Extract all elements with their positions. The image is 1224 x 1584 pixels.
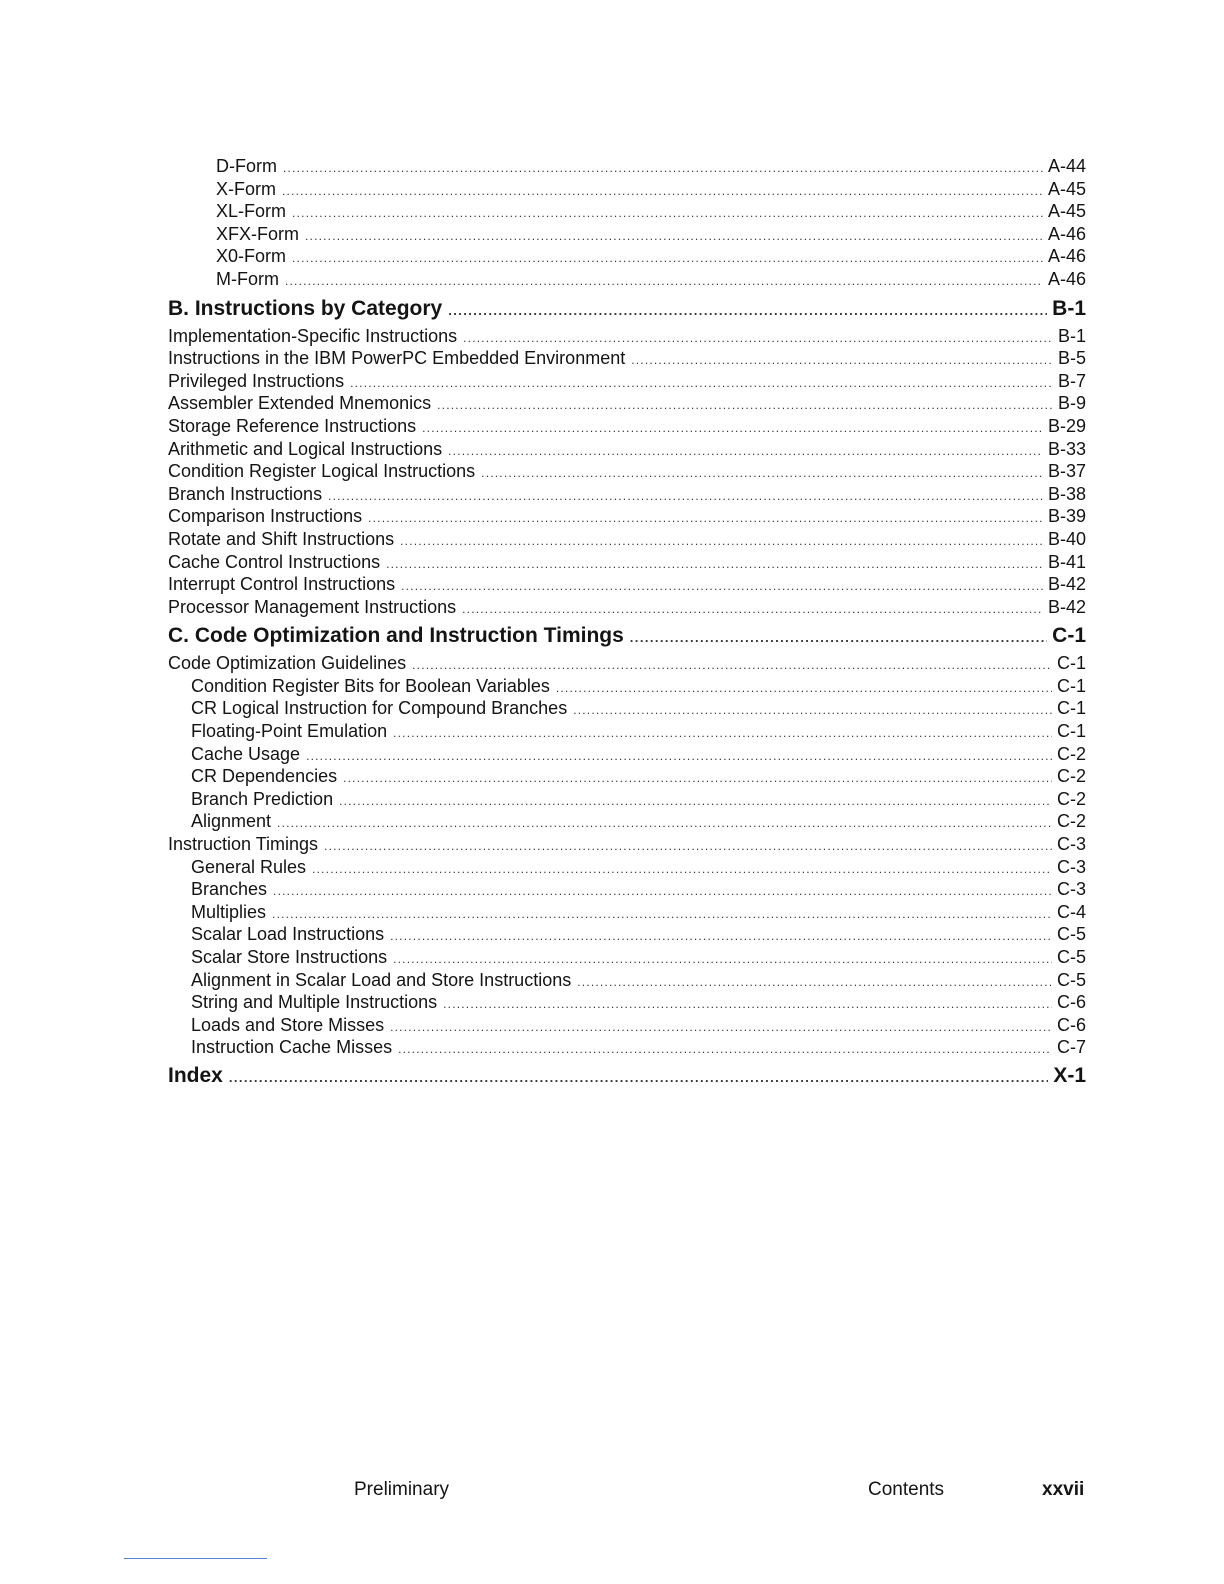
dot-leader	[577, 971, 1052, 994]
dot-leader	[412, 654, 1052, 677]
toc-entry-title: Scalar Store Instructions	[191, 947, 388, 967]
toc-entry-page: C-5	[1056, 924, 1086, 945]
dot-leader	[448, 296, 1047, 326]
toc-entry-page: A-45	[1047, 178, 1086, 199]
dot-leader	[343, 767, 1052, 790]
toc-entry-title: Branches	[191, 879, 268, 900]
toc-entry-page: C-3	[1056, 834, 1086, 855]
toc-entry[interactable]	[168, 551, 1086, 574]
dot-leader	[481, 462, 1043, 485]
toc-entry-title: Instruction Timings	[168, 834, 319, 855]
dot-leader	[292, 202, 1043, 225]
toc-entry[interactable]	[168, 370, 1086, 393]
toc-entry[interactable]	[168, 765, 1086, 788]
toc-entry-page: B-1	[1057, 325, 1086, 346]
toc-entry-title: Code Optimization Guidelines	[168, 653, 407, 674]
toc-entry-title: Instruction Cache Misses	[191, 1037, 393, 1058]
dot-leader	[630, 623, 1047, 653]
toc-entry-page: C-3	[1056, 856, 1086, 877]
toc-entry-title: Cache Control Instructions	[168, 551, 381, 572]
toc-entry[interactable]	[168, 178, 1086, 201]
dot-leader	[285, 270, 1043, 293]
toc-entry-page: C-2	[1056, 766, 1086, 787]
dot-leader	[390, 925, 1052, 948]
dot-leader	[631, 349, 1053, 372]
toc-entry[interactable]	[168, 223, 1086, 246]
toc-entry-page: B-1	[1052, 296, 1086, 320]
toc-entry-page: C-2	[1056, 743, 1086, 764]
dot-leader	[328, 485, 1043, 508]
dot-leader	[273, 880, 1052, 903]
toc-entry-page: C-7	[1056, 1037, 1086, 1058]
toc-entry-title: XFX-Form	[216, 223, 299, 244]
dot-leader	[393, 722, 1052, 745]
dot-leader	[324, 835, 1052, 858]
dot-leader	[556, 677, 1052, 700]
toc-entry[interactable]	[168, 325, 1086, 348]
toc-entry-title: Alignment in Scalar Load and Store Instructions	[191, 969, 572, 990]
dot-leader	[312, 858, 1052, 881]
toc-entry-title: Instructions in the IBM PowerPC Embedded Environment	[168, 348, 626, 369]
toc-entry-page: B-9	[1057, 393, 1086, 414]
toc-entry-title: Alignment	[191, 811, 272, 832]
toc-entry-page: C-1	[1056, 653, 1086, 674]
toc-entry[interactable]	[168, 675, 1086, 698]
dot-leader	[463, 327, 1053, 350]
table-of-contents	[168, 155, 1086, 1092]
toc-entry-title: Comparison Instructions	[168, 506, 363, 527]
toc-entry-title: Assembler Extended Mnemonics	[168, 393, 432, 414]
toc-entry-title: XL-Form	[216, 201, 287, 222]
toc-entry[interactable]	[168, 969, 1086, 992]
toc-entry-page: B-33	[1047, 438, 1086, 459]
toc-entry[interactable]	[168, 1036, 1086, 1059]
page-footer	[0, 1479, 1224, 1505]
toc-entry-title: Multiplies	[191, 901, 267, 922]
toc-entry-page: B-7	[1057, 370, 1086, 391]
toc-entry-page: C-2	[1056, 788, 1086, 809]
dot-leader	[350, 372, 1053, 395]
toc-entry-title: B. Instructions by Category	[168, 296, 443, 320]
toc-entry-page: B-42	[1047, 574, 1086, 595]
toc-entry-title: Processor Management Instructions	[168, 596, 457, 617]
toc-chapter-entry[interactable]	[168, 294, 1086, 324]
page-number: xxvii	[1042, 1479, 1085, 1500]
dot-leader	[390, 1016, 1052, 1039]
dot-leader	[277, 812, 1052, 835]
toc-entry[interactable]	[168, 901, 1086, 924]
toc-entry[interactable]	[168, 415, 1086, 438]
toc-entry-page: C-1	[1056, 698, 1086, 719]
footer-section: Contents	[868, 1479, 945, 1500]
toc-entry-title: CR Dependencies	[191, 766, 338, 787]
toc-entry-page: C-5	[1056, 947, 1086, 967]
toc-entry[interactable]	[168, 923, 1086, 946]
dot-leader	[306, 745, 1052, 768]
toc-entry-title: M-Form	[216, 268, 279, 289]
toc-entry-title: Floating-Point Emulation	[191, 721, 388, 742]
toc-entry-page: X-1	[1053, 1063, 1086, 1087]
toc-entry-page: C-6	[1056, 1014, 1086, 1035]
dot-leader	[292, 247, 1043, 270]
toc-entry-title: Loads and Store Misses	[191, 1014, 385, 1035]
toc-entry-page: B-38	[1047, 483, 1086, 504]
toc-entry-page: B-42	[1047, 596, 1086, 617]
toc-entry-page: A-45	[1047, 201, 1086, 222]
toc-entry-page: B-39	[1047, 506, 1086, 527]
dot-leader	[443, 993, 1052, 1016]
toc-entry-page: B-40	[1047, 528, 1086, 549]
dot-leader	[305, 225, 1043, 248]
toc-chapter-entry[interactable]	[168, 621, 1086, 651]
toc-entry-title: Branch Prediction	[191, 788, 334, 809]
toc-entry[interactable]	[168, 245, 1086, 268]
toc-entry-page: B-41	[1047, 551, 1086, 572]
toc-entry-page: C-5	[1056, 969, 1086, 990]
dot-leader	[283, 157, 1043, 180]
toc-entry-title: X0-Form	[216, 246, 287, 267]
toc-entry-page: A-46	[1047, 246, 1086, 267]
toc-entry[interactable]	[168, 833, 1086, 856]
toc-entry[interactable]	[168, 596, 1086, 619]
toc-entry-title: Storage Reference Instructions	[168, 415, 417, 436]
toc-entry[interactable]	[168, 697, 1086, 720]
toc-entry-title: Condition Register Bits for Boolean Variables	[191, 675, 550, 696]
dot-leader	[282, 180, 1043, 203]
dot-leader	[448, 440, 1043, 463]
toc-entry-title: String and Multiple Instructions	[191, 992, 438, 1013]
toc-entry-title: Branch Instructions	[168, 483, 323, 504]
toc-entry-page: C-3	[1056, 879, 1086, 900]
toc-entry[interactable]	[168, 438, 1086, 461]
toc-entry-title: X-Form	[216, 178, 276, 199]
dot-leader	[437, 394, 1053, 417]
toc-entry[interactable]	[168, 810, 1086, 833]
toc-entry-title: Arithmetic and Logical Instructions	[168, 438, 443, 459]
dot-leader	[398, 1038, 1052, 1061]
toc-entry-page: C-1	[1052, 624, 1086, 648]
dot-leader	[422, 417, 1043, 440]
toc-entry-title: CR Logical Instruction for Compound Branches	[191, 698, 568, 719]
dot-leader	[272, 903, 1052, 926]
dot-leader	[573, 699, 1052, 722]
toc-entry-title: Condition Register Logical Instructions	[168, 461, 476, 482]
toc-entry-title: C. Code Optimization and Instruction Timings	[168, 624, 624, 648]
toc-entry[interactable]	[168, 856, 1086, 879]
toc-entry-title: Implementation-Specific Instructions	[168, 325, 458, 346]
toc-entry-title: Scalar Load Instructions	[191, 924, 385, 945]
toc-entry-page: A-44	[1047, 156, 1086, 176]
toc-chapter-entry[interactable]	[168, 1061, 1086, 1091]
toc-entry[interactable]	[168, 528, 1086, 551]
dot-leader	[368, 507, 1043, 530]
bottom-rule	[124, 1558, 267, 1559]
toc-entry-title: General Rules	[191, 856, 307, 877]
dot-leader	[339, 790, 1052, 813]
dot-leader	[400, 530, 1043, 553]
toc-entry[interactable]	[168, 460, 1086, 483]
toc-entry[interactable]	[168, 155, 1086, 178]
toc-entry[interactable]	[168, 652, 1086, 675]
toc-entry[interactable]	[168, 743, 1086, 766]
dot-leader	[393, 948, 1052, 971]
toc-entry-page: C-2	[1056, 811, 1086, 832]
toc-entry[interactable]	[168, 573, 1086, 596]
toc-entry[interactable]	[168, 392, 1086, 415]
toc-entry-title: Rotate and Shift Instructions	[168, 528, 395, 549]
toc-entry-page: B-5	[1057, 348, 1086, 369]
toc-entry-page: A-46	[1047, 268, 1086, 289]
toc-entry-page: C-6	[1056, 992, 1086, 1013]
toc-entry[interactable]	[168, 720, 1086, 743]
toc-entry-page: B-37	[1047, 461, 1086, 482]
toc-entry[interactable]	[168, 200, 1086, 223]
toc-entry-page: B-29	[1047, 415, 1086, 436]
toc-entry[interactable]	[168, 991, 1086, 1014]
toc-entry-title: Index	[168, 1063, 223, 1087]
toc-entry-title: D-Form	[216, 156, 277, 176]
toc-entry[interactable]	[168, 788, 1086, 811]
toc-entry-page: C-1	[1056, 675, 1086, 696]
dot-leader	[401, 575, 1043, 598]
toc-entry[interactable]	[168, 268, 1086, 291]
dot-leader	[386, 553, 1043, 576]
toc-entry[interactable]	[168, 505, 1086, 528]
toc-entry[interactable]	[168, 946, 1086, 969]
toc-entry-page: A-46	[1047, 223, 1086, 244]
toc-entry-title: Cache Usage	[191, 743, 301, 764]
dot-leader	[462, 598, 1043, 621]
toc-entry-title: Privileged Instructions	[168, 370, 345, 391]
toc-entry-page: C-4	[1056, 901, 1086, 922]
toc-entry-page: C-1	[1056, 721, 1086, 742]
toc-entry-title: Interrupt Control Instructions	[168, 574, 396, 595]
footer-status: Preliminary	[354, 1479, 450, 1500]
toc-entry[interactable]	[168, 347, 1086, 370]
toc-entry[interactable]	[168, 483, 1086, 506]
toc-entry[interactable]	[168, 1014, 1086, 1037]
dot-leader	[229, 1063, 1048, 1093]
toc-entry[interactable]	[168, 878, 1086, 901]
